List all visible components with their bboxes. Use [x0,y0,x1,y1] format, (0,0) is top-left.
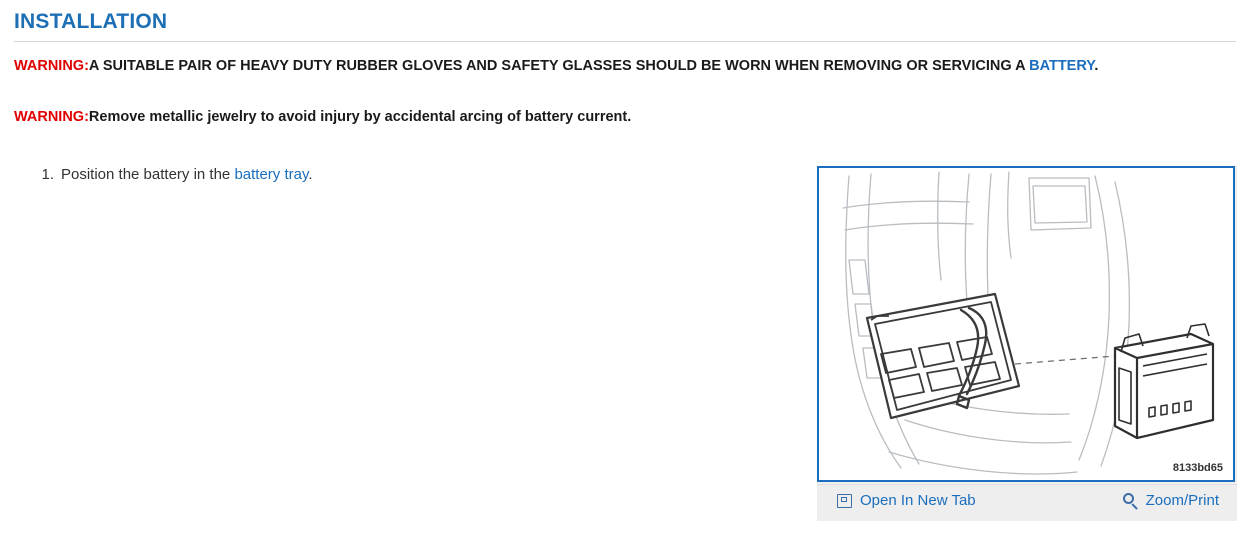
warning-label: WARNING: [14,58,89,74]
page-title: INSTALLATION [14,10,168,33]
figure-panel [817,166,1237,521]
step-text [61,166,313,183]
title-divider [14,41,1236,42]
figure-toolbar [817,484,1237,521]
step-text-before: Position the battery in the [61,166,235,183]
open-in-new-tab-label: Open In New Tab [860,492,976,509]
procedure-steps [40,166,313,183]
battery-installation-illustration [819,168,1233,480]
warning-text: A SUITABLE PAIR OF HEAVY DUTY RUBBER GLOVES AND SAFETY GLASSES SHOULD BE WORN WHEN REMOVING OR SERVICING A [88,58,1030,74]
zoom-print-button[interactable] [1123,492,1219,509]
warning-line-2 [14,109,631,125]
warning-label: WARNING: [14,109,89,125]
warning-link-battery[interactable]: BATTERY [1029,58,1095,74]
step-link-battery-tray[interactable]: battery tray [234,166,309,183]
step-number: 1. [41,166,54,183]
list-item [40,166,313,183]
magnifier-icon [1123,493,1139,509]
new-tab-icon [837,494,852,508]
warning-text-end: . [1094,58,1099,74]
warning-text: Remove metallic jewelry to avoid injury by accidental arcing of battery current. [88,109,632,125]
warning-line-1 [14,58,1098,74]
step-text-after: . [308,166,313,183]
open-in-new-tab-button[interactable] [837,492,976,509]
figure-code: 8133bd65 [1172,462,1223,474]
zoom-print-label: Zoom/Print [1145,492,1219,509]
figure-image-frame[interactable] [817,166,1235,482]
